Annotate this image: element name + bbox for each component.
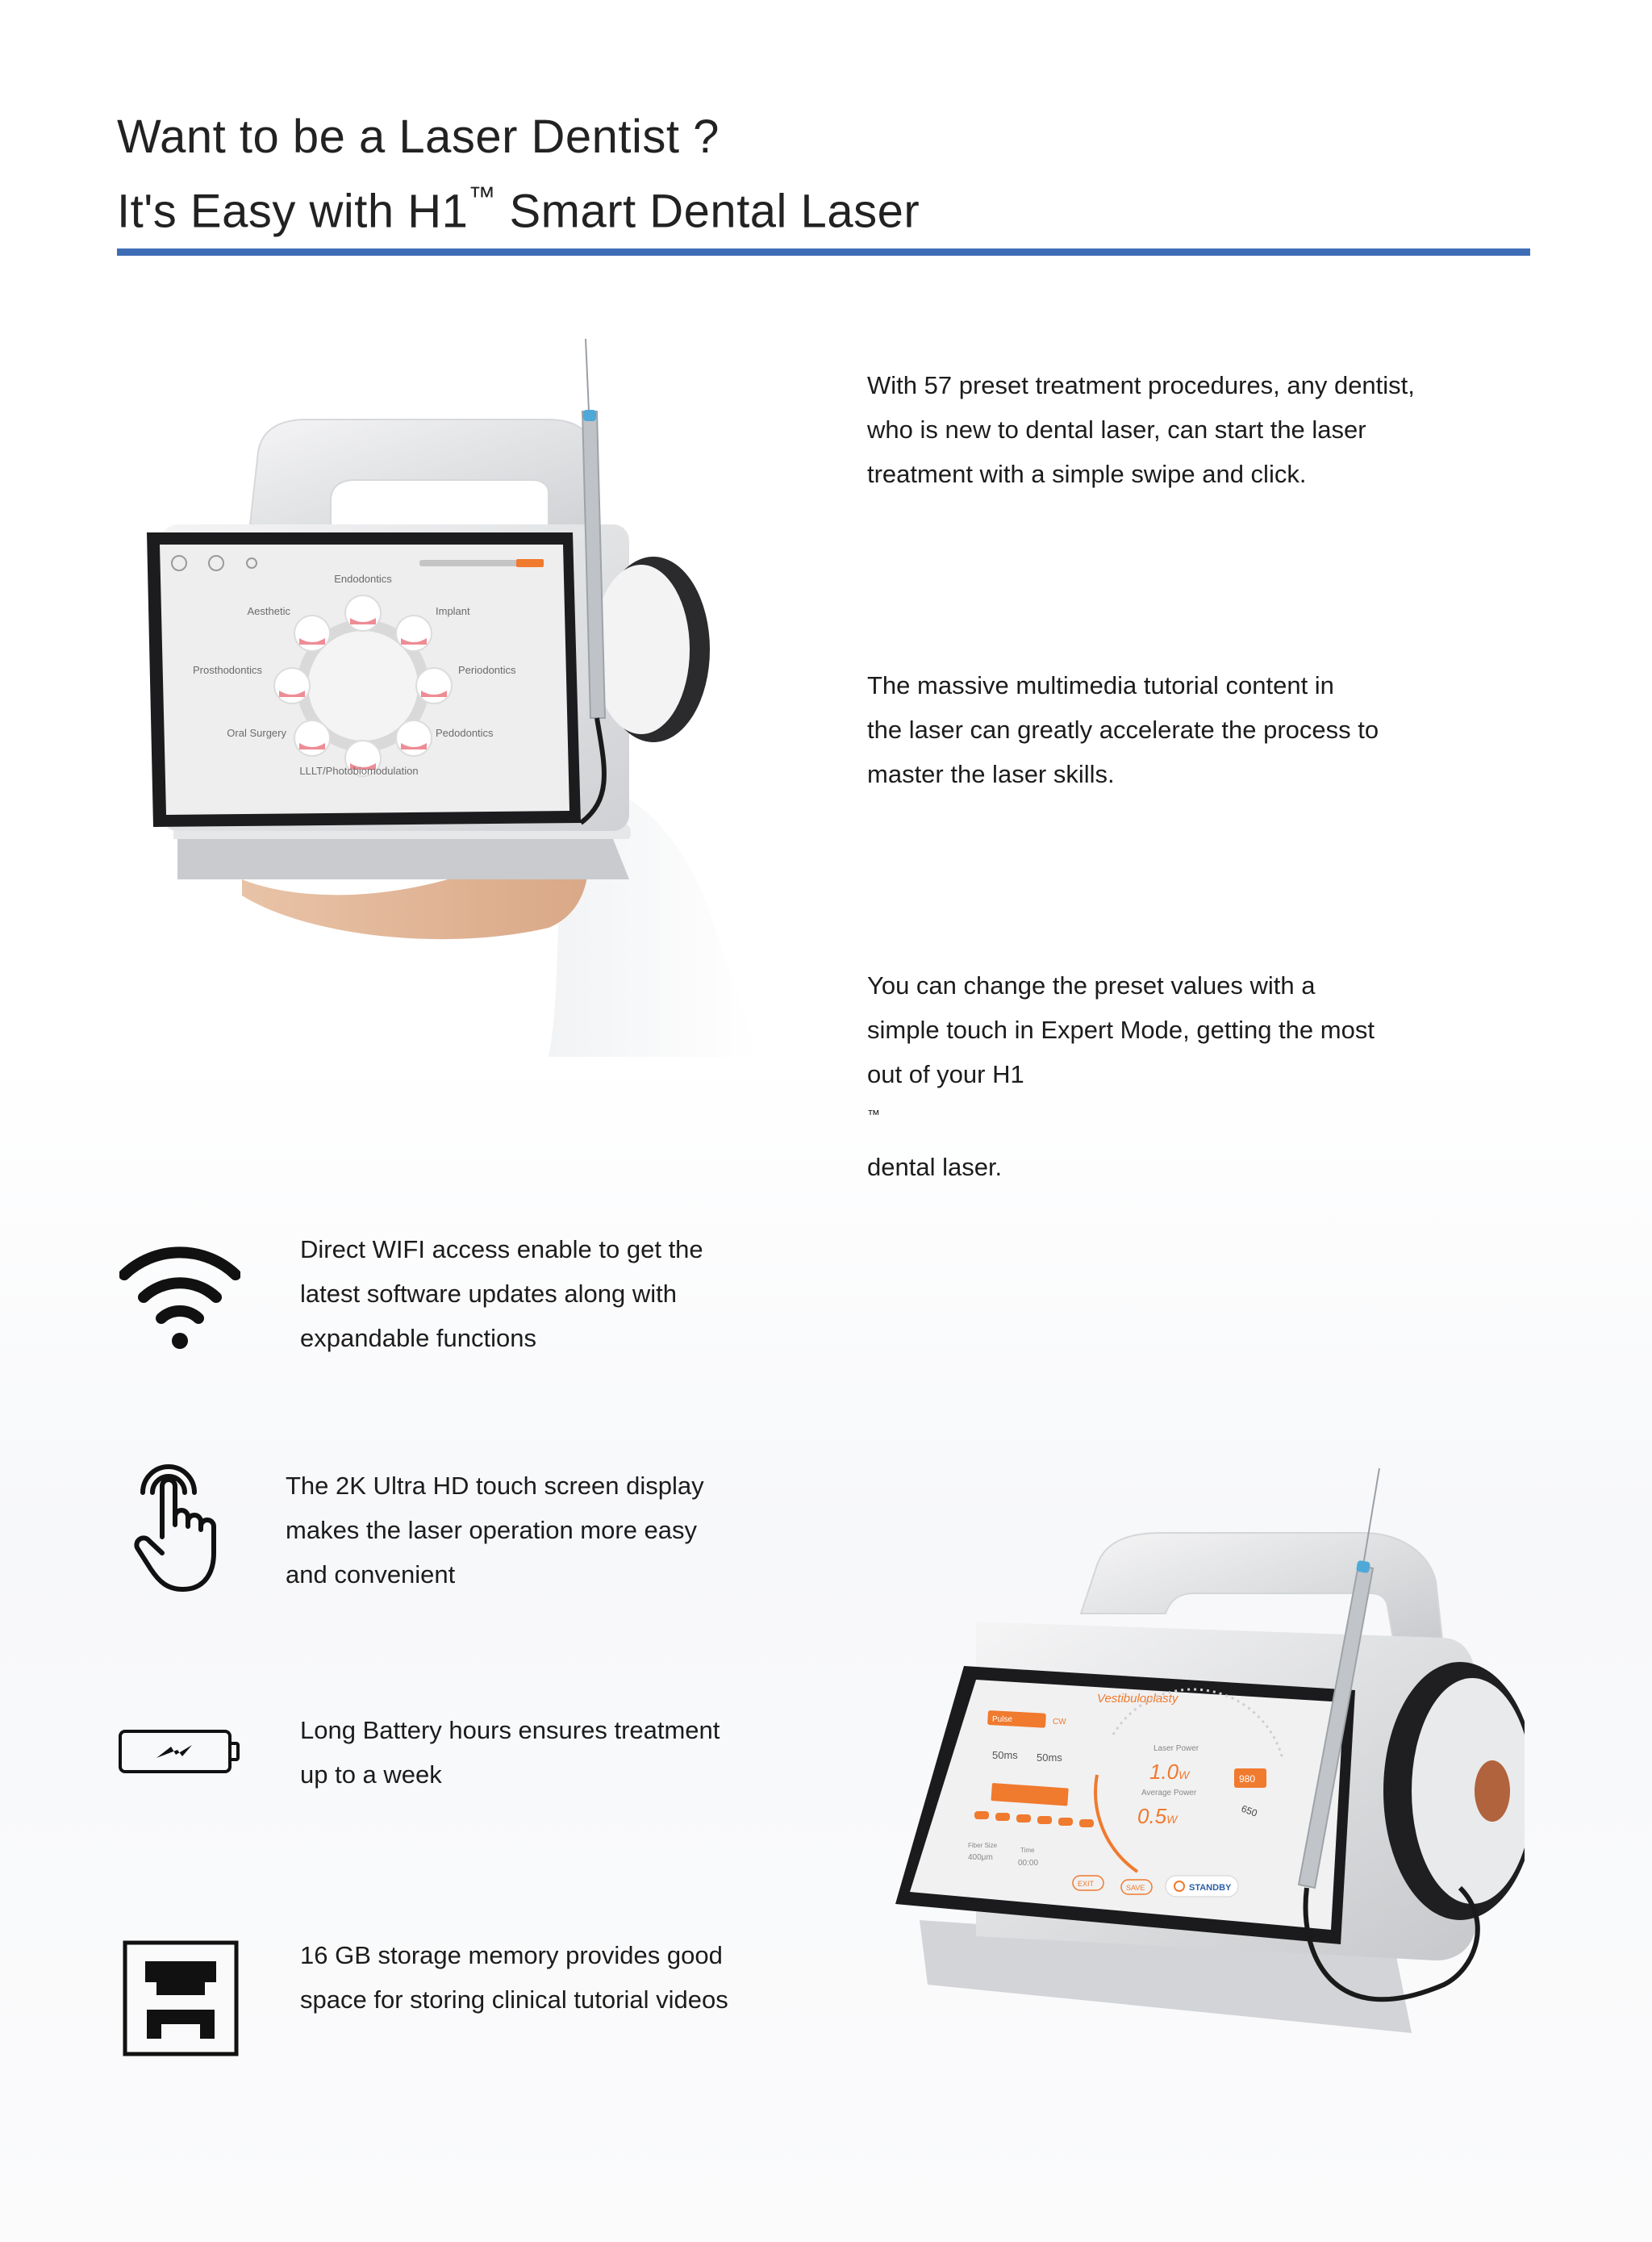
standby-button: STANDBY [1189, 1883, 1232, 1893]
wifi-icon [119, 1242, 240, 1351]
carry-handle [250, 420, 597, 532]
device-menu-illustration [97, 331, 758, 1057]
average-power-value: 0.5W [1137, 1804, 1178, 1828]
save-button: SAVE [1126, 1884, 1145, 1892]
wavelength-980: 980 [1239, 1773, 1256, 1785]
title-line-2: It's Easy with H1™ Smart Dental Laser [117, 182, 920, 238]
tab-cw: CW [1053, 1718, 1066, 1726]
intro-paragraph-2: The massive multimedia tutorial content in the laser can greatly accelerate the process to master the laser skills. [867, 671, 1379, 788]
pulse-on: 50ms [992, 1749, 1018, 1761]
wavelength-650: 650 [1239, 1802, 1259, 1819]
storage-icon [123, 1940, 239, 2056]
time-label: Time [1020, 1847, 1035, 1854]
time-value: 00:00 [1018, 1859, 1039, 1868]
page-title [117, 105, 920, 244]
menu-label-pedodontics: Pedodontics [436, 727, 494, 739]
menu-label-prosthodontics: Prosthodontics [193, 664, 262, 676]
exit-button: EXIT [1078, 1880, 1095, 1888]
feature-touchscreen-text: The 2K Ultra HD touch screen display makes the laser operation more easy and convenient [286, 1472, 704, 1589]
title-divider [117, 248, 1530, 256]
pulse-off: 50ms [1037, 1751, 1062, 1764]
menu-label-endodontics: Endodontics [334, 573, 392, 585]
intro-paragraph-1: With 57 preset treatment procedures, any dentist, who is new to dental laser, can start the laser treatment with a simple swipe and click. [867, 371, 1415, 488]
device-base [177, 839, 629, 879]
feature-storage-text: 16 GB storage memory provides good space for storing clinical tutorial videos [300, 1941, 728, 2014]
menu-label-periodontics: Periodontics [458, 664, 516, 676]
average-power-label: Average Power [1141, 1789, 1197, 1797]
battery-icon [118, 1729, 243, 1774]
menu-label-aesthetic: Aesthetic [247, 605, 290, 617]
laser-fiber-tip [586, 339, 589, 411]
title-line-1: Want to be a Laser Dentist ? [117, 111, 720, 163]
fiber-size-label: Fiber Size [968, 1842, 998, 1849]
procedure-title: Vestibuloplasty [1097, 1692, 1179, 1706]
touch-icon [133, 1460, 234, 1593]
fiber-size-value: 400μm [968, 1853, 993, 1862]
menu-label-implant: Implant [436, 605, 470, 617]
device-expert-mode-illustration [879, 1468, 1525, 2081]
screen-2 [910, 1680, 1344, 1930]
tab-pulse: Pulse [992, 1715, 1013, 1724]
menu-label-lllt: LLLT/Photobiomodulation [299, 765, 419, 777]
intro-paragraph-3: You can change the preset values with a simple touch in Expert Mode, getting the most out of your H1 ™ dental laser. [867, 971, 1375, 1182]
feature-battery-text: Long Battery hours ensures treatment up to a week [300, 1716, 720, 1789]
laser-power-value: 1.0W [1149, 1760, 1190, 1784]
menu-label-oral-surgery: Oral Surgery [227, 727, 286, 739]
feature-wifi-text: Direct WIFI access enable to get the latest software updates along with expandable functions [300, 1235, 703, 1352]
laser-power-label: Laser Power [1153, 1744, 1199, 1753]
